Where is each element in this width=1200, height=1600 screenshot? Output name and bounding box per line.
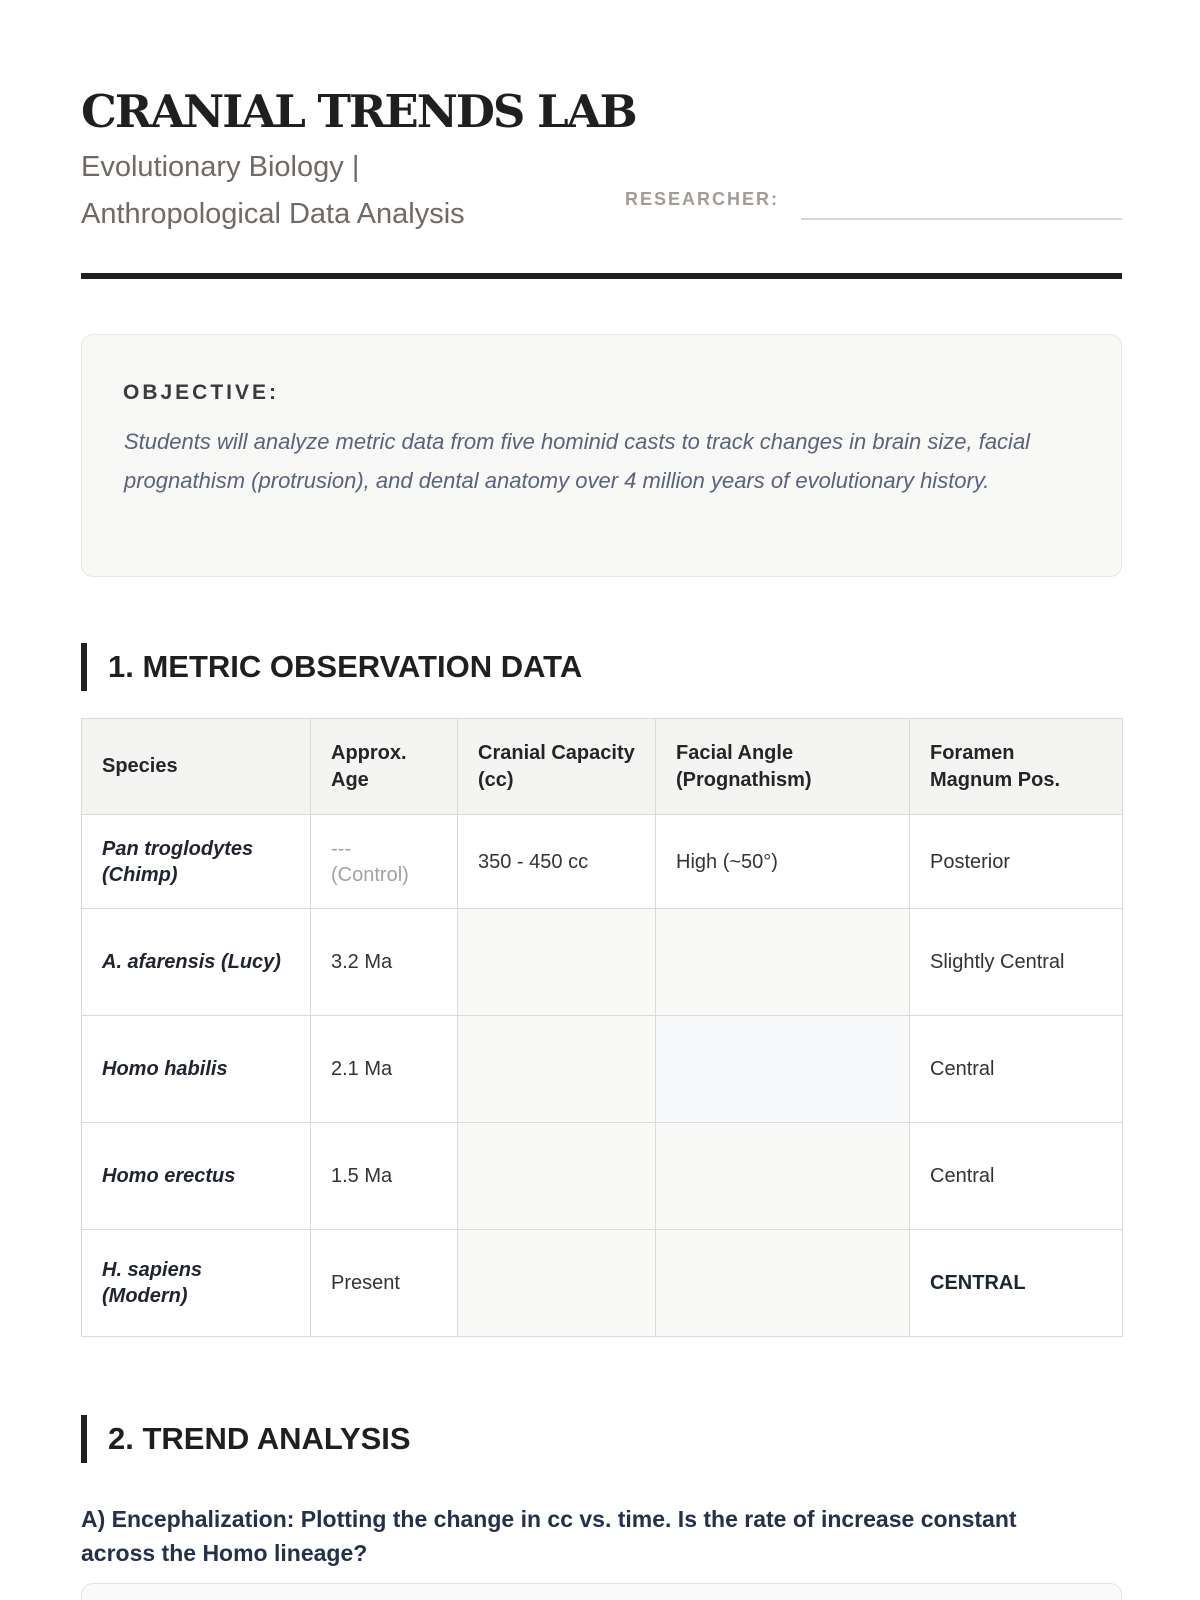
question-a: A) Encephalization: Plotting the change in cc vs. time. Is the rate of increase constant across the Homo lineage? xyxy=(81,1506,1017,1566)
age-control-note: (Control) xyxy=(331,863,409,886)
column-header-cranial-capacity: Cranial Capacity (cc) xyxy=(458,719,656,815)
age-placeholder: --- xyxy=(331,837,351,860)
section-accent-bar xyxy=(81,1415,87,1463)
facial-angle-cell: High (~50°) xyxy=(656,815,910,909)
cranial-capacity-input[interactable] xyxy=(458,909,656,1016)
species-cell: Homo habilis xyxy=(82,1016,311,1123)
age-cell: 2.1 Ma xyxy=(311,1016,458,1123)
objective-text: Students will analyze metric data from five hominid casts to track changes in brain size, facial prognathism (protrusion), and dental anatomy over 4 million years of evolutionary history. xyxy=(124,429,1031,493)
species-cell: A. afarensis (Lucy) xyxy=(82,909,311,1016)
table-row xyxy=(82,815,1123,909)
foramen-magnum-cell: Posterior xyxy=(910,815,1123,909)
researcher-name-field[interactable] xyxy=(801,218,1122,220)
cranial-capacity-input[interactable] xyxy=(458,1123,656,1230)
column-header-age: Approx. Age xyxy=(311,719,458,815)
age-cell: 1.5 Ma xyxy=(311,1123,458,1230)
foramen-magnum-cell: Central xyxy=(910,1123,1123,1230)
facial-angle-input[interactable] xyxy=(656,909,910,1016)
facial-angle-input[interactable] xyxy=(656,1123,910,1230)
table-row xyxy=(82,909,1123,1016)
section-title: 2. TREND ANALYSIS xyxy=(108,1421,411,1456)
section-heading-metric-data xyxy=(81,643,1122,691)
objective-label: OBJECTIVE: xyxy=(123,381,280,404)
page-title: CRANIAL TRENDS LAB xyxy=(81,85,636,138)
section-title: 1. METRIC OBSERVATION DATA xyxy=(108,649,583,684)
facial-angle-input[interactable] xyxy=(656,1016,910,1123)
foramen-magnum-cell: CENTRAL xyxy=(910,1230,1123,1337)
age-cell xyxy=(311,815,458,909)
section-accent-bar xyxy=(81,643,87,691)
column-header-species: Species xyxy=(82,719,311,815)
species-cell: Pan troglodytes (Chimp) xyxy=(82,815,311,909)
column-header-foramen-magnum: Foramen Magnum Pos. xyxy=(910,719,1123,815)
table-row xyxy=(82,1123,1123,1230)
worksheet-page xyxy=(81,0,1122,1600)
objective-box xyxy=(81,334,1122,577)
species-cell: Homo erectus xyxy=(82,1123,311,1230)
answer-box-a[interactable] xyxy=(81,1583,1122,1600)
age-cell: Present xyxy=(311,1230,458,1337)
metric-observation-table xyxy=(81,718,1123,1337)
researcher-label: RESEARCHER: xyxy=(625,189,780,209)
section-heading-trend-analysis xyxy=(81,1415,1122,1463)
header-divider xyxy=(81,273,1122,279)
facial-angle-input[interactable] xyxy=(656,1230,910,1337)
page-subtitle: Evolutionary Biology | Anthropological Data Analysis xyxy=(81,151,465,230)
foramen-magnum-cell: Central xyxy=(910,1016,1123,1123)
cranial-capacity-input[interactable] xyxy=(458,1230,656,1337)
cranial-capacity-cell: 350 - 450 cc xyxy=(458,815,656,909)
table-row xyxy=(82,1230,1123,1337)
column-header-facial-angle: Facial Angle (Prognathism) xyxy=(656,719,910,815)
table-header-row xyxy=(82,719,1123,815)
cranial-capacity-input[interactable] xyxy=(458,1016,656,1123)
foramen-magnum-cell: Slightly Central xyxy=(910,909,1123,1016)
table-row xyxy=(82,1016,1123,1123)
age-cell: 3.2 Ma xyxy=(311,909,458,1016)
species-cell: H. sapiens (Modern) xyxy=(82,1230,311,1337)
